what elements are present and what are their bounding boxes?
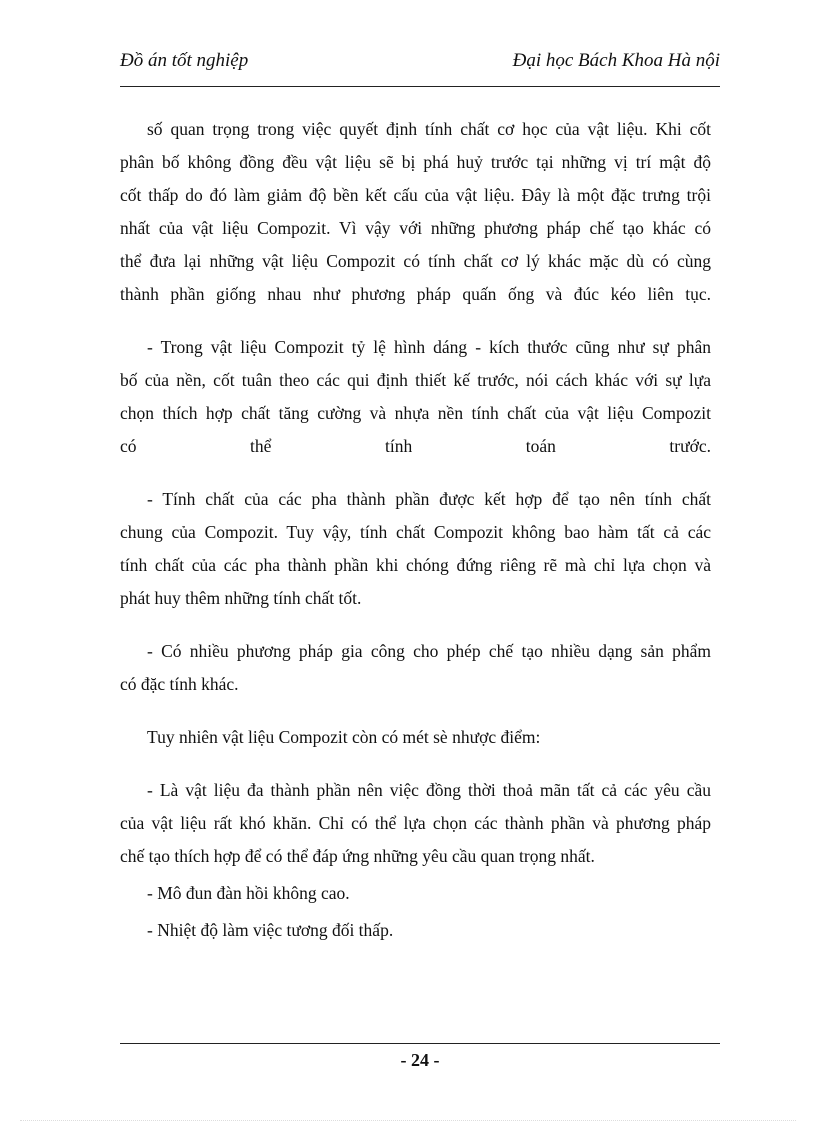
document-body [120, 113, 711, 947]
text-line: - Trong vật liệu Compozit tỷ lệ hình dáng - kích thước cũng như sự phân [147, 337, 711, 357]
text-line: chung của Compozit. Tuy vậy, tính chất Compozit không bao hàm tất cả các [120, 522, 711, 542]
text-line: có thể tính toán trước. [120, 436, 711, 456]
text-line: thành phần giống nhau như phương pháp quấn ống và đúc kéo liên tục. [120, 284, 711, 304]
text-line: nhất của vật liệu Compozit. Vì vậy với những phương pháp chế tạo khác có [120, 218, 711, 238]
paragraph [120, 774, 711, 873]
text-line: phát huy thêm những tính chất tốt. [120, 588, 362, 608]
paragraph [120, 113, 711, 311]
text-line: có đặc tính khác. [120, 674, 239, 694]
text-line: tính chất của các pha thành phần khi chóng đứng riêng rẽ mà chỉ lựa chọn và [120, 555, 711, 575]
text-line: - Tính chất của các pha thành phần được kết hợp để tạo nên tính chất [147, 489, 711, 509]
text-line: bố của nền, cốt tuân theo các qui định thiết kế trước, nói cách khác với sự lựa [120, 370, 711, 390]
page-number: - 24 - [400, 1050, 440, 1070]
paragraph [120, 483, 711, 615]
page-header [120, 50, 720, 76]
text-line: số quan trọng trong việc quyết định tính chất cơ học của vật liệu. Khi cốt [147, 119, 711, 139]
text-line: chọn thích hợp chất tăng cường và nhựa nền tính chất của vật liệu Compozit [120, 403, 711, 423]
text-line: - Có nhiều phương pháp gia công cho phép chế tạo nhiều dạng sản phẩm [147, 641, 711, 661]
text-line: phân bố không đồng đều vật liệu sẽ bị phá huỷ trước tại những vị trí mật độ [120, 152, 711, 172]
paragraph [147, 914, 711, 947]
paragraph [120, 331, 711, 463]
page-edge-dots [20, 1120, 796, 1121]
text-line: Tuy nhiên vật liệu Compozit còn có mét sè nhược điểm: [147, 727, 541, 747]
text-line: cốt thấp do đó làm giảm độ bền kết cấu của vật liệu. Đây là một đặc trưng trội [120, 185, 711, 205]
header-rule [120, 86, 720, 87]
text-line: - Là vật liệu đa thành phần nên việc đồng thời thoả mãn tất cả các yêu cầu [147, 780, 711, 800]
header-university-label: Đại học Bách Khoa Hà nội [512, 50, 720, 71]
text-line: - Mô đun đàn hồi không cao. [147, 883, 350, 903]
text-line: chế tạo thích hợp để có thể đáp ứng những yêu cầu quan trọng nhất. [120, 846, 595, 866]
paragraph [147, 721, 711, 754]
text-line: của vật liệu rất khó khăn. Chỉ có thể lựa chọn các thành phần và phương pháp [120, 813, 711, 833]
footer-rule [120, 1043, 720, 1044]
header-thesis-label: Đồ án tốt nghiệp [120, 50, 249, 71]
text-line: thể đưa lại những vật liệu Compozit có tính chất cơ lý khác mặc dù có cùng [120, 251, 711, 271]
text-line: - Nhiệt độ làm việc tương đối thấp. [147, 920, 394, 940]
paragraph [120, 635, 711, 701]
paragraph [147, 877, 711, 910]
